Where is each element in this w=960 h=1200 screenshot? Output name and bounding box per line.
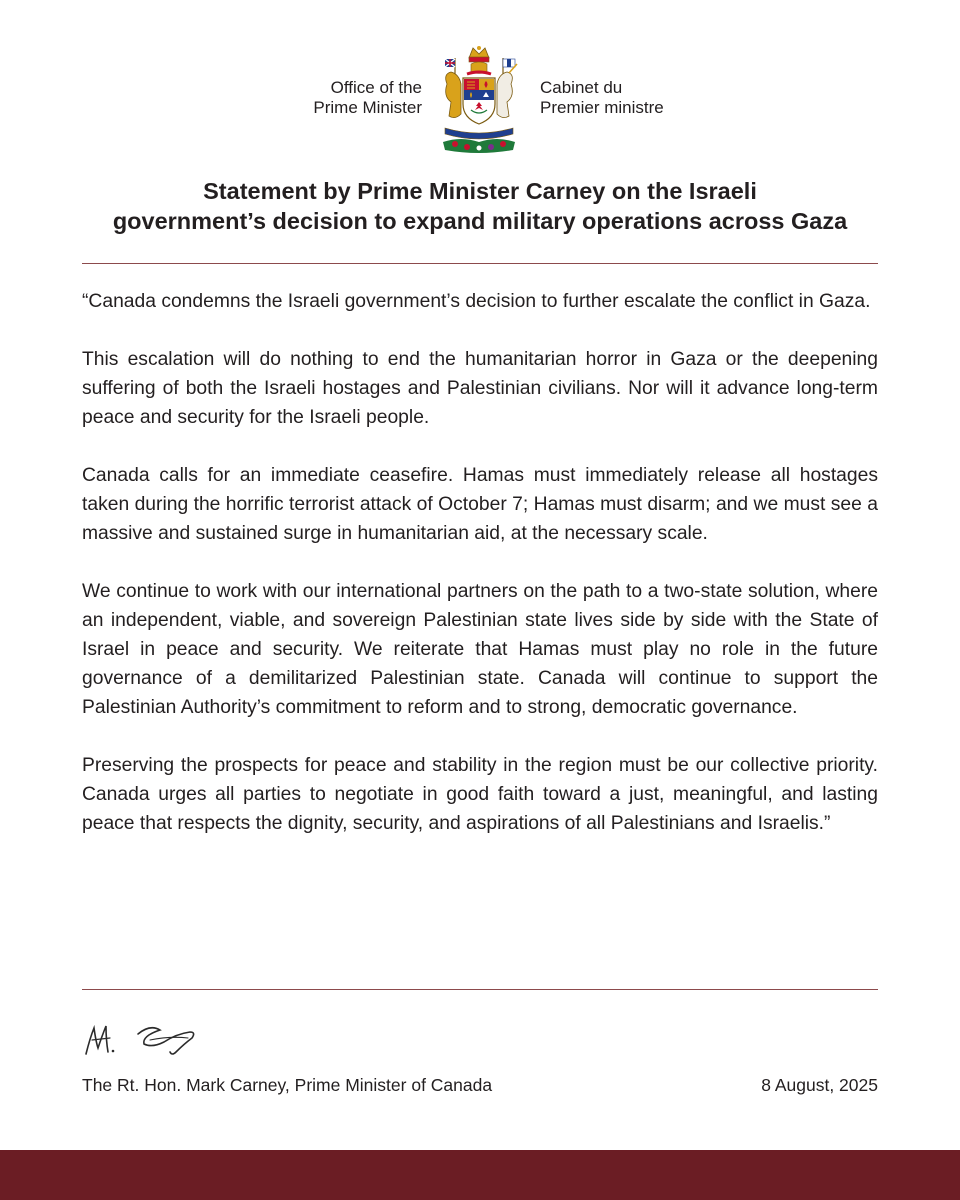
office-name-french — [540, 78, 664, 118]
paragraph-2: This escalation will do nothing to end the humanitarian horror in Gaza or the deepening suffering of both the Israeli hostages and Palestinian civilians. Nor will it advance long-term peace and security for the Israeli people. — [82, 349, 878, 428]
top-divider — [82, 263, 878, 264]
signatory-name: The Rt. Hon. Mark Carney, Prime Minister of Canada — [82, 1075, 493, 1095]
signature-line — [82, 1072, 878, 1098]
statement-date: 8 August, 2025 — [761, 1075, 878, 1095]
paragraph-4: We continue to work with our international partners on the path to a two-state solution, where an independent, viable, and sovereign Palestinian state lives side by side with the State of Israel in peace and security. We reiterate that Hamas must play no role in the future governance of a demilitarized Palestinian state. Canada will continue to support the Palestinian Authority’s commitment to reform and to strong, democratic governance. — [82, 581, 878, 718]
bottom-brand-bar — [0, 1150, 960, 1200]
statement-title — [60, 176, 900, 236]
paragraph-1: “Canada condemns the Israeli government’s decision to further escalate the conflict in Gaza. — [82, 291, 871, 312]
paragraph-5: Preserving the prospects for peace and stability in the region must be our collective priority. Canada urges all parties to negotiate in good faith toward a just, meaningful, and lasting peace that respects the dignity, security, and aspirations of all Palestinians and Israelis.” — [82, 755, 878, 834]
letterhead — [0, 44, 960, 156]
title-line-2: government’s decision to expand military operations across Gaza — [112, 208, 848, 234]
coat-of-arms-of-canada-icon — [425, 44, 533, 156]
office-en-line-2: Prime Minister — [313, 98, 422, 117]
office-name-english — [313, 78, 422, 118]
handwritten-signature — [80, 1018, 210, 1062]
paragraph-3: Canada calls for an immediate ceasefire. Hamas must immediately release all hostages taken during the horrific terrorist attack of October 7; Hamas must disarm; and we must see a massive and sustained surge in humanitarian aid, at the necessary scale. — [82, 465, 878, 544]
title-line-1: Statement by Prime Minister Carney on the Israeli — [203, 178, 757, 204]
office-fr-line-1: Cabinet du — [540, 78, 623, 97]
office-en-line-1: Office of the — [330, 78, 422, 97]
office-fr-line-2: Premier ministre — [540, 98, 664, 117]
bottom-divider — [82, 989, 878, 990]
statement-body — [82, 287, 878, 838]
